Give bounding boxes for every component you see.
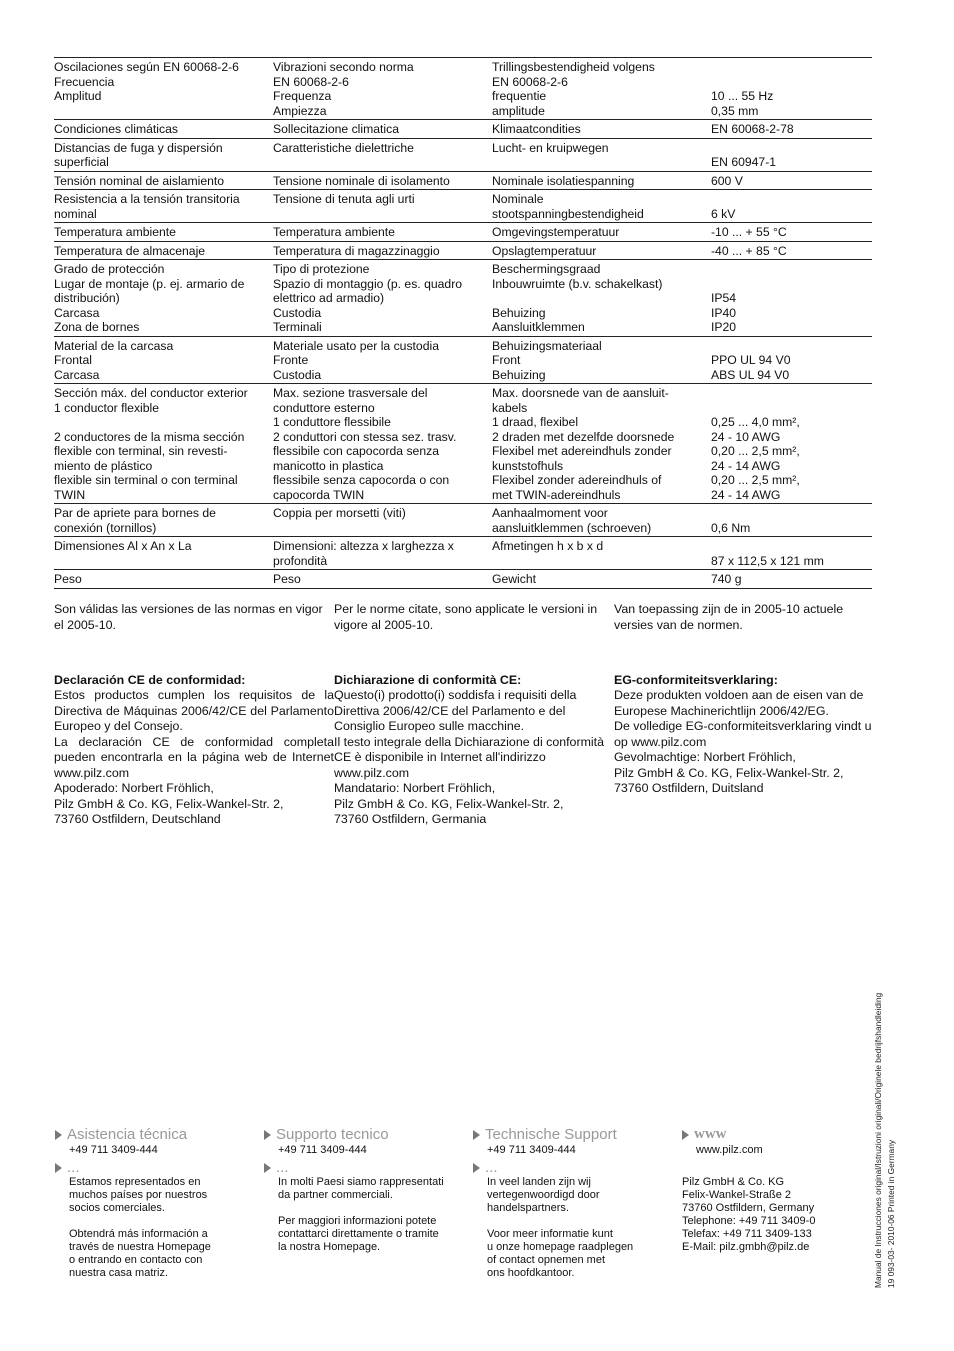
spec-cell: Tensione nominale di isolamento: [273, 173, 450, 188]
technical-data-table: [54, 57, 872, 589]
spec-cell: Peso: [273, 572, 301, 586]
support-www-url[interactable]: www.pilz.com: [696, 1144, 763, 1156]
spec-cell: Aanhaalmoment voor aansluitklemmen (schroeven): [492, 506, 652, 535]
arrow-icon: [682, 1130, 689, 1140]
spec-cell: Behuizingsmateriaal Front Behuizing: [492, 338, 602, 382]
spec-cell: Vibrazioni secondo norma EN 60068-2-6 Frequenza Ampiezza: [273, 60, 414, 118]
support-it-phone: +49 711 3409-444: [278, 1144, 367, 1156]
spec-cell: Sollecitazione climatica: [273, 122, 399, 136]
spec-cell: 0,25 ... 4,0 mm², 24 - 10 AWG 0,20 ... 2,5 mm², 24 - 14 AWG 0,20 ... 2,5 mm², 24 - 14 AWG: [711, 415, 800, 502]
spec-row: [54, 58, 872, 120]
spec-cell: Klimaatcondities: [492, 122, 581, 136]
spec-cell: Temperatura de almacenaje: [54, 243, 206, 258]
arrow-icon: [264, 1163, 271, 1173]
spec-cell: Gewicht: [492, 572, 537, 586]
spec-cell: Nominale stootspanningbestendigheid: [492, 192, 644, 221]
spec-row: [54, 570, 872, 589]
spec-cell: 87 x 112,5 x 121 mm: [711, 553, 824, 568]
ce-nl-text: Deze produkten voldoen aan de eisen van de Europese Machinerichtlijn 2006/42/EG. De volledige EG-conformiteitsverklaring vindt u op www.pilz.com Gevolmachtige: Norbert Fröhlich, Pilz GmbH & Co. KG, Felix-Wankel-Str. 2, 73760 Ostfildern, Duitsland: [614, 688, 872, 795]
spec-cell: Tensión nominal de aislamiento: [54, 173, 225, 188]
ce-it-title: Dichiarazione di conformità CE:: [334, 672, 522, 687]
ce-it-text: Questo(i) prodotto(i) soddisfa i requisiti della Direttiva 2006/42/CE del Parlamento e del Consiglio Europeo sulle macchine. Il testo integrale della Dichiarazione di conformità CE è disponibile in Internet all'indirizzo www.pilz.com Mandatario: Norbert Fröhlich, Pilz GmbH & Co. KG, Felix-Wankel-Str. 2, 73760 Ostfildern, Germania: [334, 688, 604, 826]
spec-cell: Oscilaciones según EN 60068-2-6 Frecuencia Amplitud: [54, 60, 239, 103]
ce-nl-title: EG-conformiteitsverklaring:: [614, 672, 778, 687]
spec-cell: -40 ... + 85 °C: [711, 243, 787, 258]
ce-es: [54, 657, 334, 828]
side-line-2: 19 093-03- 2010-06 Printed in Germany: [886, 1139, 896, 1288]
spec-cell: Afmetingen h x b x d: [492, 539, 604, 553]
spec-row: [54, 241, 872, 260]
spec-row: [54, 138, 872, 171]
spec-row: [54, 120, 872, 139]
spec-cell: Peso: [54, 572, 82, 586]
spec-cell: Beschermingsgraad Inbouwruimte (b.v. schakelkast) Behuizing Aansluitklemmen: [492, 262, 663, 334]
spec-cell: PPO UL 94 V0 ABS UL 94 V0: [711, 353, 791, 382]
support-it: [264, 1126, 464, 1254]
norms-note: [54, 602, 874, 633]
spec-cell: Omgevingstemperatuur: [492, 225, 620, 239]
spec-cell: Par de apriete para bornes de conexión (tornillos): [54, 506, 216, 535]
support-www-title: www: [694, 1126, 727, 1142]
support-es-phone: +49 711 3409-444: [69, 1144, 158, 1156]
support-it-text: In molti Paesi siamo rappresentati da partner commerciali. Per maggiori informazioni potete contattarci direttamente o tramite la nostra Homepage.: [278, 1176, 444, 1253]
spec-row: [54, 171, 872, 190]
spec-cell: Sección máx. del conductor exterior 1 conductor flexible 2 conductores de la misma sección flexible con terminal, sin revesti- miento de plástico flexible sin terminal o con terminal TWIN: [54, 386, 248, 502]
spec-cell: Nominale isolatiespanning: [492, 173, 635, 188]
spec-row: [54, 504, 872, 537]
arrow-icon: [264, 1130, 271, 1140]
spec-cell: IP54 IP40 IP20: [711, 291, 737, 334]
spec-cell: Trillingsbestendigheid volgens EN 60068-2-6 frequentie amplitude: [492, 60, 655, 118]
spec-cell: 600 V: [711, 173, 743, 188]
spec-cell: Grado de protección Lugar de montaje (p. ej. armario de distribución) Carcasa Zona de bornes: [54, 262, 245, 334]
support-nl-phone: +49 711 3409-444: [487, 1144, 576, 1156]
ce-es-title: Declaración CE de conformidad:: [54, 672, 246, 687]
spec-cell: Caratteristiche dielettriche: [273, 140, 414, 155]
spec-row: [54, 537, 872, 570]
spec-cell: Temperatura ambiente: [54, 225, 176, 239]
spec-row: [54, 190, 872, 223]
support-www-address: Pilz GmbH & Co. KG Felix-Wankel-Straße 2 73760 Ostfildern, Germany Telephone: +49 711 3409-0 Telefax: +49 711 3409-133 E-Mail: pilz.gmbh@pilz.de: [682, 1176, 816, 1253]
support-nl-dots: ...: [485, 1159, 498, 1176]
ce-nl: [614, 657, 874, 828]
arrow-icon: [473, 1163, 480, 1173]
spec-cell: Material de la carcasa Frontal Carcasa: [54, 338, 174, 382]
spec-row: [54, 384, 872, 504]
spec-cell: Distancias de fuga y dispersión superficial: [54, 140, 223, 169]
support-es-dots: ...: [67, 1159, 80, 1176]
spec-cell: Dimensiones Al x An x La: [54, 539, 192, 553]
spec-cell: Tipo di protezione Spazio di montaggio (p. es. quadro elettrico ad armadio) Custodia Terminali: [273, 262, 463, 334]
spec-cell: Dimensioni: altezza x larghezza x profondità: [273, 539, 454, 568]
spec-cell: 740 g: [711, 572, 742, 586]
side-line-1: Manual de Instrucciones original/Istruzioni originali/Originele bedrijfshandleiding: [873, 992, 883, 1288]
spec-cell: 10 ... 55 Hz 0,35 mm: [711, 89, 774, 118]
ce-it: [334, 657, 614, 828]
spec-cell: Lucht- en kruipwegen: [492, 140, 609, 155]
spec-cell: Max. sezione trasversale del conduttore esterno 1 conduttore flessibile 2 conduttori con stessa sez. trasv. flessibile con capocorda senza manicotto in plastica flessibile senza capocorda o con capocorda TWIN: [273, 386, 457, 502]
support-nl-title: Technische Support: [485, 1126, 617, 1143]
spec-cell: Tensione di tenuta agli urti: [273, 192, 415, 206]
support-es-text: Estamos representados en muchos países por nuestros socios comerciales. Obtendrá más información a través de nuestra Homepage o entrando en contacto con nuestra casa matriz.: [69, 1176, 211, 1279]
ce-declaration: [54, 657, 874, 828]
arrow-icon: [55, 1163, 62, 1173]
support-nl: [473, 1126, 673, 1280]
spec-row: [54, 336, 872, 384]
spec-cell: Resistencia a la tensión transitoria nominal: [54, 192, 240, 221]
spec-cell: Max. doorsnede van de aansluit- kabels 1 draad, flexibel 2 draden met dezelfde doorsnede Flexibel met adereindhuls zonder kunststofhuls Flexibel zonder adereindhuls of met TWIN-adereindhuls: [492, 386, 675, 502]
spec-cell: Materiale usato per la custodia Fronte Custodia: [273, 338, 439, 382]
spec-cell: 0,6 Nm: [711, 520, 751, 535]
spec-cell: Temperatura ambiente: [273, 225, 395, 239]
norms-note-it: Per le norme citate, sono applicate le versioni in vigore al 2005-10.: [334, 602, 598, 632]
support-nl-text: In veel landen zijn wij vertegenwoordigd door handelspartners. Voor meer informatie kunt u onze homepage raadplegen of contact opnemen met ons hoofdkantoor.: [487, 1176, 634, 1279]
spec-cell: Opslagtemperatuur: [492, 243, 597, 258]
support-it-title: Supporto tecnico: [276, 1126, 389, 1143]
support-es: [55, 1126, 255, 1280]
ce-es-text: Estos productos cumplen los requisitos de la Directiva de Máquinas 2006/42/CE del Parlamento Europeo y del Consejo. La declaración CE de conformidad completa pueden encontrarla en la página web de Internet www.pilz.com Apoderado: Norbert Fröhlich, Pilz GmbH & Co. KG, Felix-Wankel-Str. 2, 73760 Ostfildern, Deutschland: [54, 688, 334, 826]
arrow-icon: [473, 1130, 480, 1140]
spec-row: [54, 260, 872, 337]
spec-cell: EN 60068-2-78: [711, 122, 794, 136]
spec-cell: 6 kV: [711, 206, 736, 221]
spec-cell: Condiciones climáticas: [54, 122, 178, 136]
spec-cell: -10 ... + 55 °C: [711, 225, 787, 239]
support-www: [682, 1126, 882, 1254]
spec-cell: Coppia per morsetti (viti): [273, 506, 406, 520]
support-es-title: Asistencia técnica: [67, 1126, 188, 1143]
spec-cell: Temperatura di magazzinaggio: [273, 243, 440, 258]
support-it-dots: ...: [276, 1159, 289, 1176]
spec-cell: EN 60947-1: [711, 155, 777, 169]
norms-note-es: Son válidas las versiones de las normas en vigor el 2005-10.: [54, 602, 323, 632]
spec-row: [54, 223, 872, 242]
arrow-icon: [55, 1130, 62, 1140]
norms-note-nl: Van toepassing zijn de in 2005-10 actuele versies van de normen.: [614, 602, 844, 632]
